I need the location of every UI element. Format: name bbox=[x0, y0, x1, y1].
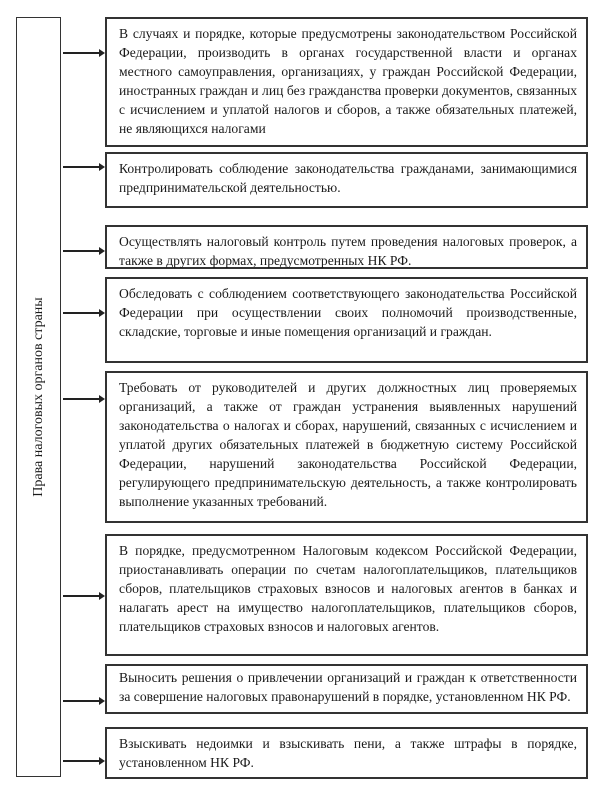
arrow-8 bbox=[63, 760, 103, 762]
arrow-2 bbox=[63, 166, 103, 168]
right-box-6: В порядке, предусмотренном Налоговым кодексом Российской Федерации, приостанавливать операции по счетам налогоплательщиков, плательщиков сборов, плательщиков страховых взносов и налоговых агентов в банках и налагать арест на имущество налогоплательщиков, плательщиков сборов, плательщиков страховых взносов и налоговых агентов. bbox=[105, 534, 588, 656]
root-node-tax-authority-rights bbox=[16, 17, 61, 777]
arrow-7 bbox=[63, 700, 103, 702]
arrow-5 bbox=[63, 398, 103, 400]
root-label: Права налоговых органов страны bbox=[30, 297, 46, 497]
arrow-3 bbox=[63, 250, 103, 252]
right-box-2: Контролировать соблюдение законодательства гражданами, занимающимися предпринимательской деятельностью. bbox=[105, 152, 588, 208]
arrow-1 bbox=[63, 52, 103, 54]
right-box-1: В случаях и порядке, которые предусмотрены законодательством Российской Федерации, производить в органах государственной власти и органах местного самоуправления, организациях, у граждан Российской Федерации, иностранных граждан и лиц без гражданства проверки документов, связанных с исчислением и уплатой налогов и сборов, а также обязательных платежей, не являющихся налогами bbox=[105, 17, 588, 147]
right-box-4: Обследовать с соблюдением соответствующего законодательства Российской Федерации при осуществлении своих полномочий производственные, складские, торговые и иные помещения организаций и граждан. bbox=[105, 277, 588, 363]
right-box-5: Требовать от руководителей и других должностных лиц проверяемых организаций, а также от граждан устранения выявленных нарушений законодательства о налогах и сборах, нарушений, связанных с исчислением и уплатой других обязательных платежей в бюджетную систему Российской Федерации, нарушений законодательства Российской Федерации, регулирующего предпринимательскую деятельность, а также контролировать выполнение указанных требований. bbox=[105, 371, 588, 523]
right-box-3: Осуществлять налоговый контроль путем проведения налоговых проверок, а также в других формах, предусмотренных НК РФ. bbox=[105, 225, 588, 269]
arrow-4 bbox=[63, 312, 103, 314]
right-box-8: Взыскивать недоимки и взыскивать пени, а также штрафы в порядке, установленном НК РФ. bbox=[105, 727, 588, 779]
arrow-6 bbox=[63, 595, 103, 597]
right-box-7: Выносить решения о привлечении организаций и граждан к ответственности за совершение налоговых правонарушений в порядке, установленном НК РФ. bbox=[105, 664, 588, 714]
